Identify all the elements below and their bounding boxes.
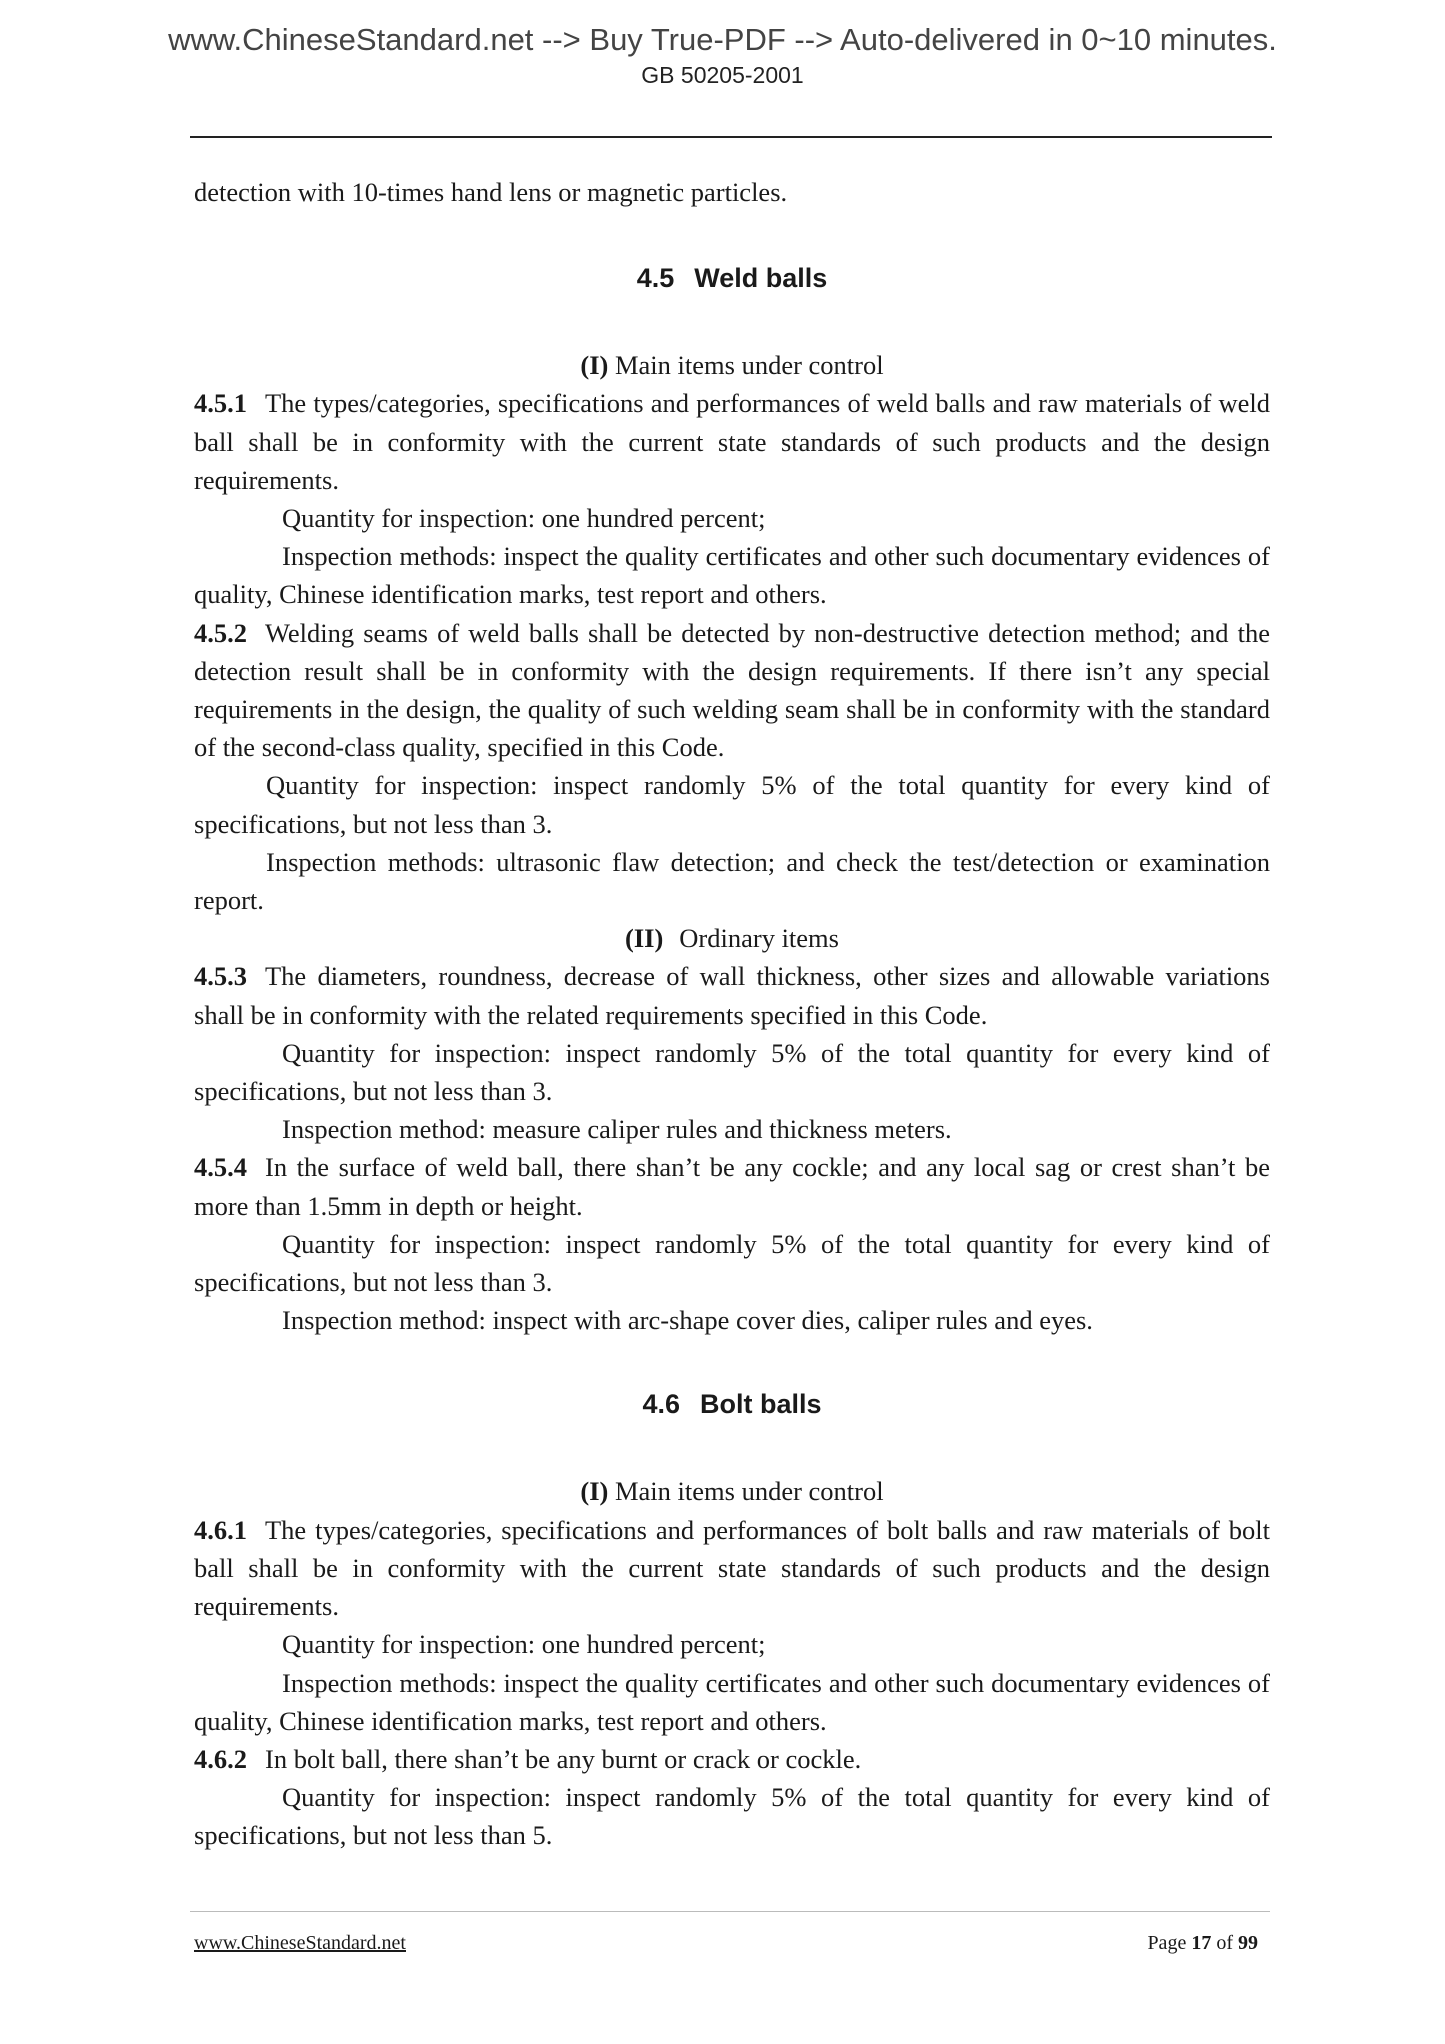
subheading-title: Ordinary items — [679, 923, 839, 954]
clause-quantity: Quantity for inspection: inspect randomly 5% of the total quantity for every kind of specifications, but not less than 3. — [194, 1037, 1270, 1107]
subheading-ordinary-items — [194, 919, 1270, 957]
page-word: Page — [1147, 1932, 1187, 1954]
clause-method: Inspection method: measure caliper rules and thickness meters. — [282, 1114, 952, 1145]
clause-method: Inspection methods: ultrasonic flaw detection; and check the test/detection or examination report. — [194, 846, 1270, 916]
header-divider — [190, 136, 1272, 138]
clause-quantity: Quantity for inspection: one hundred percent; — [282, 1629, 766, 1660]
page-of: of — [1216, 1932, 1233, 1954]
section-heading-4-5 — [194, 259, 1270, 297]
subheading-title: Main items under control — [614, 350, 884, 381]
clause-4-5-1 — [194, 384, 1270, 499]
clause-quantity: Quantity for inspection: inspect randomly 5% of the total quantity for every kind of specifications, but not less than 5. — [194, 1782, 1270, 1851]
page-total: 99 — [1238, 1932, 1258, 1954]
page-number — [1147, 1930, 1258, 1956]
header-banner: www.ChineseStandard.net --> Buy True-PDF --> Auto-delivered in 0~10 minutes. — [168, 22, 1277, 57]
continuation-text: detection with 10-times hand lens or magnetic particles. — [194, 177, 788, 207]
clause-method: Inspection methods: inspect the quality certificates and other such documentary evidences of quality, Chinese identification marks, test report and others. — [194, 1667, 1270, 1736]
clause-text: The types/categories, specifications and performances of weld balls and raw materials of weld ball shall be in conformity with the current state standards of such products and the design requirements. — [194, 388, 1270, 495]
section-heading-4-6 — [194, 1385, 1270, 1423]
clause-text: The diameters, roundness, decrease of wall thickness, other sizes and allowable variations shall be in conformity with the related requirements specified in this Code. — [194, 961, 1270, 1030]
clause-number: 4.5.1 — [194, 388, 247, 419]
subheading-number: (II) — [625, 923, 664, 954]
clause-number: 4.5.3 — [194, 961, 247, 992]
page-header — [0, 20, 1445, 90]
clause-4-6-1 — [194, 1511, 1270, 1626]
subheading-number: (I) — [580, 1476, 609, 1507]
footer-website-link[interactable]: www.ChineseStandard.net — [194, 1932, 406, 1954]
subheading-number: (I) — [580, 350, 609, 381]
section-title: Bolt balls — [700, 1389, 822, 1420]
section-number: 4.6 — [642, 1389, 681, 1420]
clause-text: In the surface of weld ball, there shan’t be any cockle; and any local sag or crest shan’t be more than 1.5mm in depth or height. — [194, 1152, 1270, 1221]
page-current: 17 — [1191, 1932, 1212, 1954]
section-number: 4.5 — [636, 263, 675, 294]
clause-method: Inspection method: inspect with arc-shape cover dies, caliper rules and eyes. — [282, 1305, 1093, 1336]
subheading-main-items — [194, 346, 1270, 384]
clause-number: 4.6.1 — [194, 1514, 247, 1545]
subheading-title: Main items under control — [614, 1476, 884, 1507]
standard-code: GB 50205-2001 — [641, 62, 804, 88]
clause-text: The types/categories, specifications and performances of bolt balls and raw materials of bolt ball shall be in conformity with the current state standards of such products and the design requirements. — [194, 1514, 1270, 1622]
clause-4-5-4 — [194, 1148, 1270, 1224]
subheading-main-items — [194, 1472, 1270, 1510]
section-title: Weld balls — [694, 263, 828, 294]
clause-number: 4.5.2 — [194, 617, 247, 648]
clause-quantity: Quantity for inspection: inspect randomly 5% of the total quantity for every kind of specifications, but not less than 3. — [194, 1228, 1270, 1298]
clause-quantity: Quantity for inspection: inspect randomly 5% of the total quantity for every kind of specifications, but not less than 3. — [194, 770, 1270, 839]
clause-4-5-3 — [194, 957, 1270, 1033]
clause-4-5-2 — [194, 614, 1270, 767]
clause-number: 4.5.4 — [194, 1152, 247, 1183]
footer-divider — [190, 1911, 1270, 1912]
clause-text: In bolt ball, there shan’t be any burnt or crack or cockle. — [265, 1743, 862, 1774]
clause-number: 4.6.2 — [194, 1743, 247, 1774]
clause-quantity: Quantity for inspection: one hundred percent; — [282, 503, 766, 534]
document-body — [194, 173, 1270, 1855]
clause-4-6-2 — [194, 1740, 1270, 1778]
clause-text: Welding seams of weld balls shall be detected by non-destructive detection method; and the detection result shall be in conformity with the design requirements. If there isn’t any special requirements in the design, the quality of such welding seam shall be in conformity with the standard of the second-class quality, specified in this Code. — [194, 617, 1270, 763]
clause-method: Inspection methods: inspect the quality certificates and other such documentary evidences of quality, Chinese identification marks, test report and others. — [194, 541, 1270, 610]
